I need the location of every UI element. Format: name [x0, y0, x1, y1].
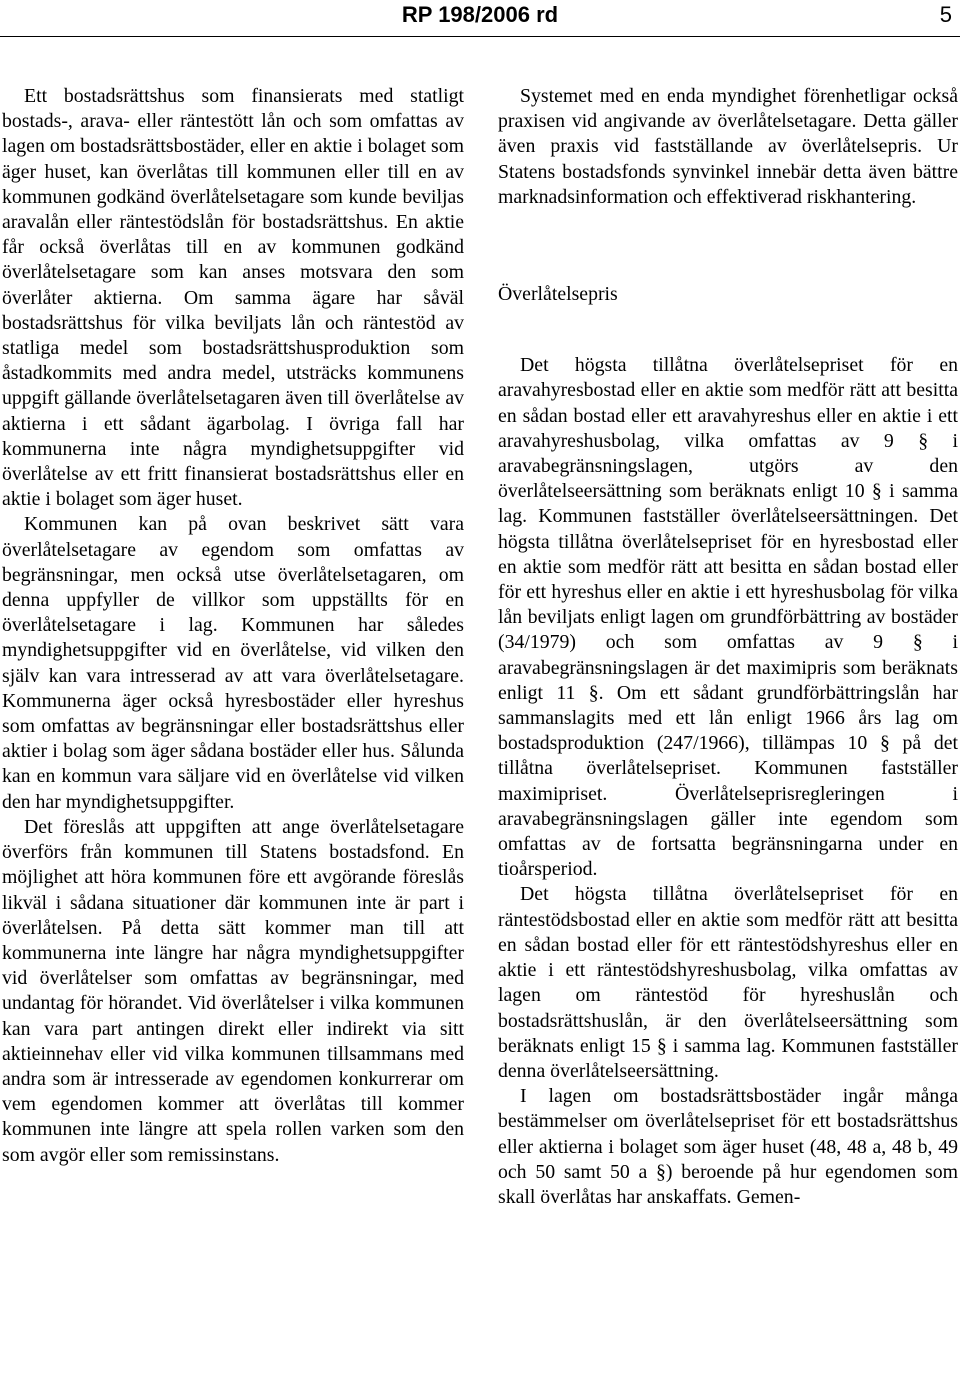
right-text-column: [498, 84, 958, 1210]
body-paragraph: Kommunen kan på ovan beskrivet sätt vara överlåtelsetagare av egendom som omfattas av begränsningar, men också utse överlåtelsetagaren, om denna uppfyller de villkor som uppställts för en överlåtelsetagare i lag. Kommunen har således myndighetsuppgifter vid en överlåtelse, vid vilken den själv kan vara intresserad av att vara överlåtelsetagare. Kommunerna äger också hyresbostäder eller hyreshus som omfattas av begränsningar eller bostadsrättshus eller aktier i bolag som äger sådana bostäder eller hus. Sålunda kan en kommun vara säljare vid en överlåtelse vid vilken den har myndighetsuppgifter.: [2, 513, 464, 813]
left-text-column: [2, 84, 464, 1168]
heading-spacer: [498, 307, 958, 353]
header-divider: [0, 36, 960, 37]
document-header-title: RP 198/2006 rd: [401, 2, 559, 27]
section-heading: Överlåtelsepris: [498, 283, 618, 306]
body-paragraph: Det högsta tillåtna överlåtelsepriset för en räntestödsbostad eller en aktie som medför rätt att besitta en sådan bostad eller för ett räntestödshyreshus eller en aktie i ett räntestödshyreshusbolag, vilka omfattas av lagen om räntestöd för hyreshuslån och bostadsrättshuslån, är den överlåtelseersättning som beräknats enligt 15 § i samma lag. Kommunen fastställer denna överlåtelseersättning.: [498, 883, 958, 1082]
body-paragraph: Det högsta tillåtna överlåtelsepriset för en aravahyresbostad eller en aktie som medför rätt att besitta en sådan bostad eller ett aravahyreshus eller en aktie i ett aravahyreshusbolag, vilka omfattas av 9 § i aravabegränsningslagen, utgörs av den överlåtelseersättning som beräknats enligt 10 § i samma lag. Kommunen fastställer överlåtelseersättningen. Det högsta tillåtna överlåtelsepriset för en hyresbostad eller en aktie som medför rätt att besitta en sådan bostad eller för ett hyreshus eller en aktie i ett hyreshusbolag för vilka lån beviljats enligt lagen om grundförbättring av bostäder (34/1979) och som omfattas av 9 § i aravabegränsningslagen är det maximipris som beräknats enligt 11 §. Om ett sådant grundförbättringslån har sammanslagits med ett lån enligt 1966 års lag om bostadsproduktion (247/1966), tillämpas 10 § på det tillåtna överlåtelsepriset. Kommunen fastställer maximipriset. Överlåtelseprisregleringen i aravabegränsningslagen gäller inte egendom som omfattas av de fortsatta begränsningarna under en tioårsperiod.: [498, 354, 958, 881]
page-number: 5: [939, 2, 952, 27]
body-paragraph: Det föreslås att uppgiften att ange överlåtelsetagare överförs från kommunen till Statens bostadsfond. En möjlighet att höra kommunen före ett avgörande föreslås likväl i sådana situationer där kommunen inte är part i överlåtelsen. På detta sätt kommer man till att kommunerna inte längre har några myndighetsuppgifter vid överlåtelser som omfattas av begränsningar, med undantag för hörandet. Vid överlåtelser i vilka kommunen kan vara part antingen direkt eller indirekt via sitt aktieinnehav eller vid vilka kommunen tillsammans med andra som är intresserade av egendomen konkurrerar om vem egendomen kommer att överlåtas till kommer kommunen inte längre att spela rollen varken som den som avgör eller som remissinstans.: [2, 815, 464, 1166]
body-paragraph: I lagen om bostadsrättsbostäder ingår många bestämmelser om överlåtelsepriset för ett bostadsrättshus eller aktierna i bolaget som äger huset (48, 48 a, 48 b, 49 och 50 samt 50 a §) beroende på hur egendomen som skall överlåtas har anskaffats. Gemen-: [498, 1085, 958, 1208]
body-paragraph: Systemet med en enda myndighet förenhetligar också praxisen vid angivande av överlåtelsetagare. Detta gäller även praxis vid fastställande av överlåtelsepris. Ur Statens bostadsfonds synvinkel innebär detta även bättre marknadsinformation och effektiverad riskhantering.: [498, 85, 958, 208]
body-paragraph: Ett bostadsrättshus som finansierats med statligt bostads-, arava- eller räntestött lån och som omfattas av lagen om bostadsrättsbostäder, eller en aktie i bolaget som äger huset, kan överlåtas till kommunen eller till en av kommunen godkänd överlåtelsetagare som kunde beviljas aravalån eller räntestödslån för bostadsrättshus. En aktie får också överlåtas till en av kommunen godkänd överlåtelsetagare som kan anses motsvara den som överlåter aktierna. Om samma ägare har såväl bostadsrättshus för vilka beviljats lån och räntestöd av statliga medel som bostadsrättshusproduktion som åstadkommits med andra medel, utsträcks kommunens uppgift gällande överlåtelsetagaren även till överlåtelse av aktierna i ett sådant ägarbolag. I övriga fall har kommunerna inte några myndighetsuppgifter vid överlåtelse av ett fritt finansierat bostadsrättshus eller en aktie i bolaget som äger huset.: [2, 85, 464, 511]
